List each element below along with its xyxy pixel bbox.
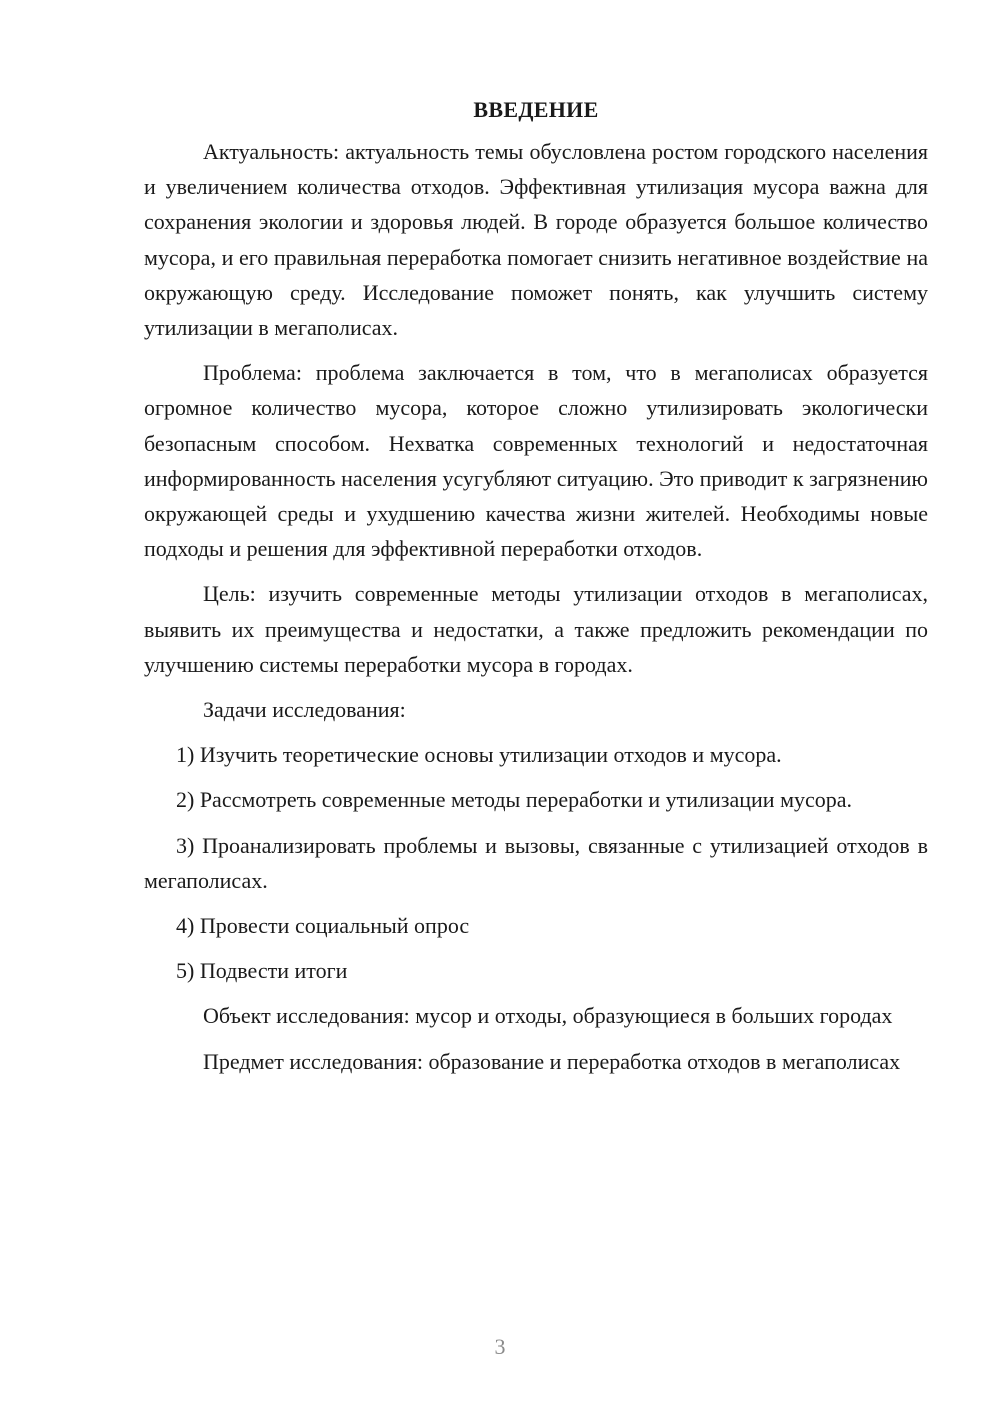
subject-paragraph: Предмет исследования: образование и переработка отходов в мегаполисах xyxy=(203,1048,901,1074)
task-item-3: 3) Проанализировать проблемы и вызовы, связанные с утилизацией отходов в мегаполисах. xyxy=(144,832,928,893)
problem-paragraph: Проблема: проблема заключается в том, что в мегаполисах образуется огромное количество мусора, которое сложно утилизировать экологически безопасным способом. Нехватка современных технологий и недостаточная информированность населения усугубляют ситуацию. Это приводит к загрязнению окружающей среды и ухудшению качества жизни жителей. Необходимы новые подходы и решения для эффективной переработки отходов. xyxy=(144,360,928,562)
section-title: ВВЕДЕНИЕ xyxy=(473,97,599,122)
relevance-paragraph: Актуальность: актуальность темы обусловлена ростом городского населения и увеличением количества отходов. Эффективная утилизация мусора важна для сохранения экологии и здоровья людей. В городе образуется большое количество мусора, и его правильная переработка помогает снизить негативное воздействие на окружающую среду. Исследование поможет понять, как улучшить систему утилизации в мегаполисах. xyxy=(144,139,928,341)
task-item-2: 2) Рассмотреть современные методы переработки и утилизации мусора. xyxy=(176,787,853,813)
page-number: 3 xyxy=(494,1334,506,1359)
goal-paragraph: Цель: изучить современные методы утилизации отходов в мегаполисах, выявить их преимущества и недостатки, а также предложить рекомендации по улучшению системы переработки мусора в городах. xyxy=(144,581,928,677)
task-item-5: 5) Подвести итоги xyxy=(176,958,348,984)
document-page xyxy=(144,92,928,1079)
tasks-heading: Задачи исследования: xyxy=(203,697,406,723)
object-paragraph: Объект исследования: мусор и отходы, образующиеся в больших городах xyxy=(203,1003,893,1029)
task-item-1: 1) Изучить теоретические основы утилизации отходов и мусора. xyxy=(176,742,782,768)
task-item-4: 4) Провести социальный опрос xyxy=(176,913,470,939)
